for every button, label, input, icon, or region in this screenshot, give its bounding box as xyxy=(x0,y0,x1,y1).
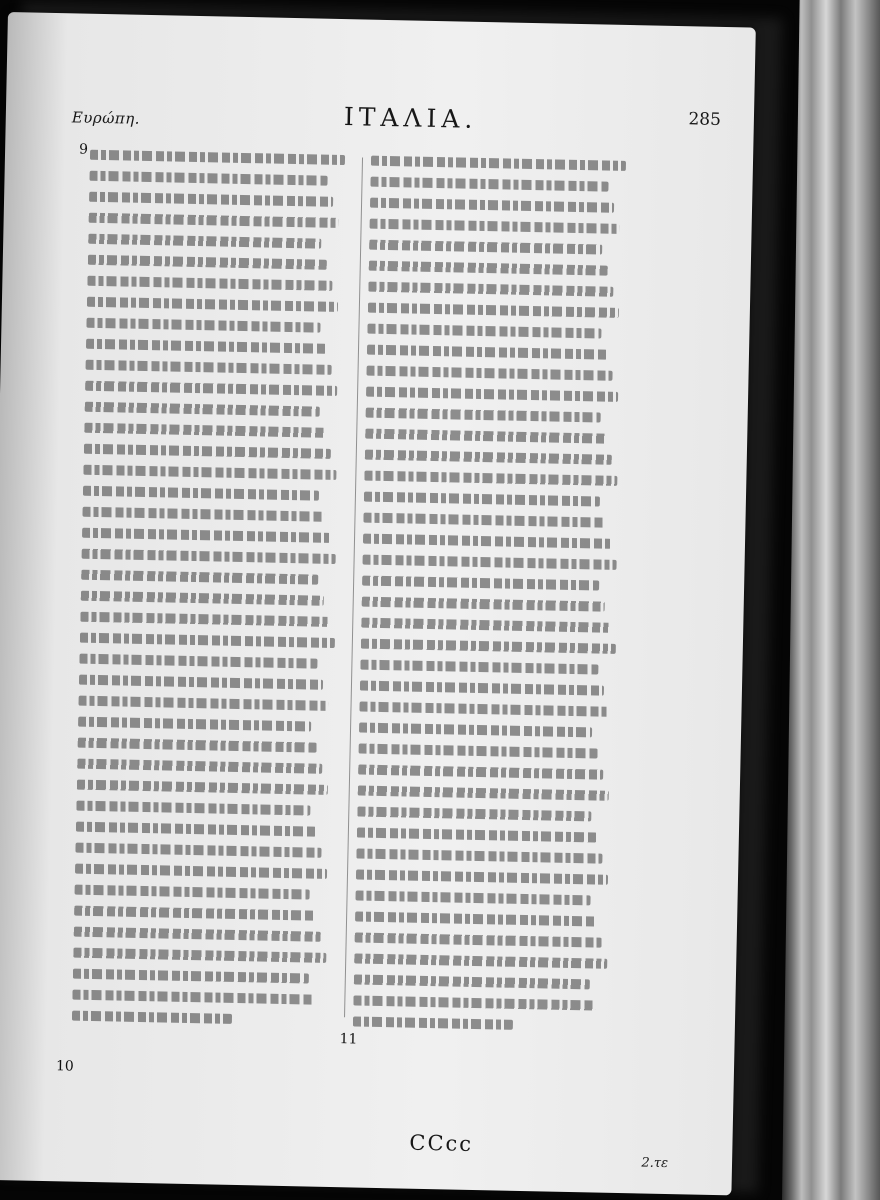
text-line xyxy=(79,654,317,669)
text-line xyxy=(73,948,326,963)
text-line xyxy=(86,318,320,333)
book-spine xyxy=(782,0,880,1200)
text-line xyxy=(81,591,324,606)
right-margin-note xyxy=(669,438,747,440)
catchword: 2.τε xyxy=(641,1155,669,1172)
text-line xyxy=(82,528,330,543)
text-line xyxy=(368,303,619,318)
text-line xyxy=(83,486,319,501)
text-line xyxy=(76,822,316,837)
text-line xyxy=(88,255,327,270)
paragraph-number-11: 11 xyxy=(339,1031,358,1048)
text-line xyxy=(78,717,311,732)
text-line xyxy=(77,780,328,795)
right-margin-note xyxy=(658,954,736,956)
text-line xyxy=(354,974,590,989)
text-line xyxy=(367,324,601,339)
text-line xyxy=(84,423,325,438)
left-margin-note xyxy=(5,154,83,156)
right-margin-note xyxy=(667,534,745,536)
text-line xyxy=(83,465,336,480)
right-margin-note xyxy=(663,718,741,720)
text-line xyxy=(358,765,603,780)
text-column-left xyxy=(71,141,360,1059)
text-line xyxy=(366,387,618,402)
running-head-title: ΙΤΑΛΙΑ. xyxy=(343,102,478,134)
text-line xyxy=(89,213,339,228)
text-line xyxy=(355,932,602,947)
text-line xyxy=(78,738,317,753)
text-line xyxy=(358,785,609,800)
text-line xyxy=(353,995,595,1010)
text-line xyxy=(73,969,309,984)
text-line xyxy=(359,702,609,717)
text-line xyxy=(370,177,608,192)
right-margin-note xyxy=(675,162,753,164)
text-line xyxy=(72,1011,232,1024)
text-line xyxy=(369,240,602,255)
text-line xyxy=(361,639,616,654)
text-line xyxy=(87,297,338,312)
text-line xyxy=(370,219,620,234)
text-line xyxy=(366,366,612,381)
text-line xyxy=(74,906,315,921)
text-line xyxy=(354,953,607,968)
text-line xyxy=(362,597,605,612)
text-line xyxy=(370,198,614,213)
text-line xyxy=(353,1016,513,1029)
text-line xyxy=(355,890,590,905)
text-line xyxy=(359,723,592,738)
text-line xyxy=(89,171,327,186)
text-line xyxy=(363,555,617,570)
text-line xyxy=(361,618,610,633)
text-line xyxy=(362,576,599,591)
text-line xyxy=(364,471,617,486)
left-margin-note xyxy=(0,504,76,506)
book-page xyxy=(0,12,756,1195)
text-line xyxy=(85,381,337,396)
text-line xyxy=(367,345,607,360)
text-line xyxy=(82,507,324,522)
text-line xyxy=(75,864,327,879)
left-margin-note xyxy=(2,307,80,309)
text-line xyxy=(357,827,597,842)
text-line xyxy=(365,450,612,465)
paragraph-number-9: 9 xyxy=(78,141,89,158)
text-line xyxy=(86,360,332,375)
text-line xyxy=(89,192,333,207)
text-line xyxy=(355,911,596,926)
text-line xyxy=(85,402,320,417)
text-line xyxy=(363,513,605,528)
text-line xyxy=(80,612,329,627)
text-column-right xyxy=(352,150,641,1065)
text-line xyxy=(81,570,318,585)
signature-mark: CCcc xyxy=(409,1130,474,1156)
text-line xyxy=(72,990,314,1005)
text-line xyxy=(87,276,332,291)
text-line xyxy=(360,681,604,696)
text-line xyxy=(90,150,345,165)
text-line xyxy=(364,492,600,507)
text-line xyxy=(80,633,335,648)
text-line xyxy=(76,801,310,816)
text-line xyxy=(366,408,601,423)
text-line xyxy=(84,444,331,459)
text-line xyxy=(371,156,626,171)
text-line xyxy=(79,675,323,690)
running-head-left: Ευρώπη. xyxy=(71,108,141,128)
text-line xyxy=(78,696,328,711)
text-line xyxy=(369,261,608,276)
text-line xyxy=(359,744,598,759)
text-line xyxy=(360,660,598,675)
text-line xyxy=(363,534,611,549)
text-line xyxy=(82,549,336,564)
text-line xyxy=(86,339,326,354)
text-line xyxy=(356,848,602,863)
left-margin-note xyxy=(0,740,71,742)
text-line xyxy=(74,927,321,942)
text-line xyxy=(356,869,608,884)
right-margin-note xyxy=(657,1038,735,1040)
page-number: 285 xyxy=(688,109,722,130)
text-line xyxy=(88,234,321,249)
text-line xyxy=(75,843,321,858)
text-line xyxy=(75,885,310,900)
text-line xyxy=(357,806,591,821)
text-line xyxy=(365,429,606,444)
paragraph-number-10: 10 xyxy=(55,1058,74,1075)
left-margin-note xyxy=(0,1024,65,1026)
right-margin-note xyxy=(661,834,739,836)
text-line xyxy=(368,282,613,297)
text-line xyxy=(77,759,322,774)
